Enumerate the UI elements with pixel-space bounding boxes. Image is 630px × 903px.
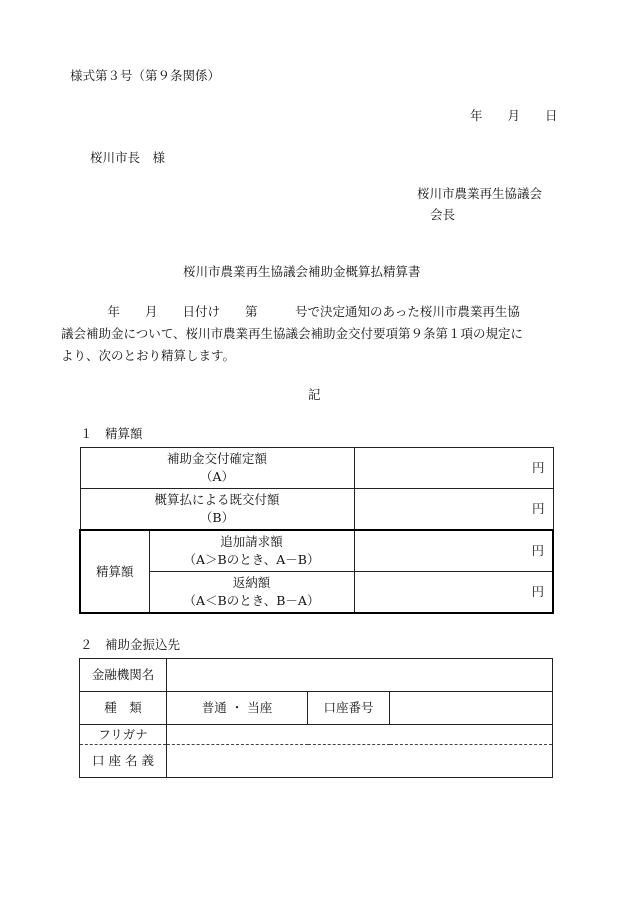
date-line: 年 月 日 — [470, 108, 558, 123]
additional-claim-label: 追加請求額 （A＞Bのとき、A－B） — [149, 530, 354, 572]
body-line-1: 年 月 日付け 第 号で決定通知のあった桜川市農業再生協 — [70, 304, 520, 319]
bank-transfer-table — [79, 658, 553, 778]
row-paid-amount — [80, 489, 553, 531]
account-holder-value — [167, 745, 553, 778]
account-number-value — [390, 692, 553, 725]
furigana-label: フリガナ — [80, 725, 167, 745]
bank-name-label: 金融機関名 — [80, 659, 167, 692]
row-account-type — [80, 692, 553, 725]
section2-heading: ２ 補助金振込先 — [80, 637, 181, 652]
row-furigana — [80, 725, 553, 745]
ki-mark: 記 — [308, 387, 321, 402]
section1-heading: １ 精算額 — [80, 426, 143, 441]
bank-name-value — [167, 659, 553, 692]
row-confirmed-amount — [80, 448, 553, 489]
row-bank-name — [80, 659, 553, 692]
paid-amount-value: 円 — [354, 489, 553, 531]
account-holder-label: 口 座 名 義 — [80, 745, 167, 778]
paid-amount-label: 概算払による既交付額 （B） — [80, 489, 354, 531]
row-return-amount — [80, 572, 553, 614]
additional-claim-value: 円 — [354, 530, 553, 572]
sender-org: 桜川市農業再生協議会 — [417, 186, 543, 201]
sender-title: 会長 — [430, 207, 456, 222]
confirmed-amount-value: 円 — [354, 448, 553, 489]
return-amount-value: 円 — [354, 572, 553, 614]
doc-title: 桜川市農業再生協議会補助金概算払精算書 — [183, 264, 421, 279]
settlement-table — [79, 447, 554, 614]
return-amount-label: 返納額 （A＜Bのとき、B－A） — [149, 572, 354, 614]
furigana-value — [167, 725, 553, 745]
settlement-group-label: 精算額 — [80, 530, 149, 613]
account-type-value: 普通 ・ 当座 — [167, 692, 308, 725]
account-number-label: 口座番号 — [308, 692, 390, 725]
addressee: 桜川市長 様 — [90, 150, 166, 165]
row-additional-claim — [80, 530, 553, 572]
body-line-2: 議会補助金について、桜川市農業再生協議会補助金交付要項第９条第１項の規定に — [61, 326, 524, 341]
form-number: 様式第３号（第９条関係） — [70, 68, 221, 83]
account-type-label: 種 類 — [80, 692, 167, 725]
row-account-holder — [80, 745, 553, 778]
body-line-3: より、次のとおり精算します。 — [61, 348, 236, 363]
confirmed-amount-label: 補助金交付確定額 （A） — [80, 448, 354, 489]
